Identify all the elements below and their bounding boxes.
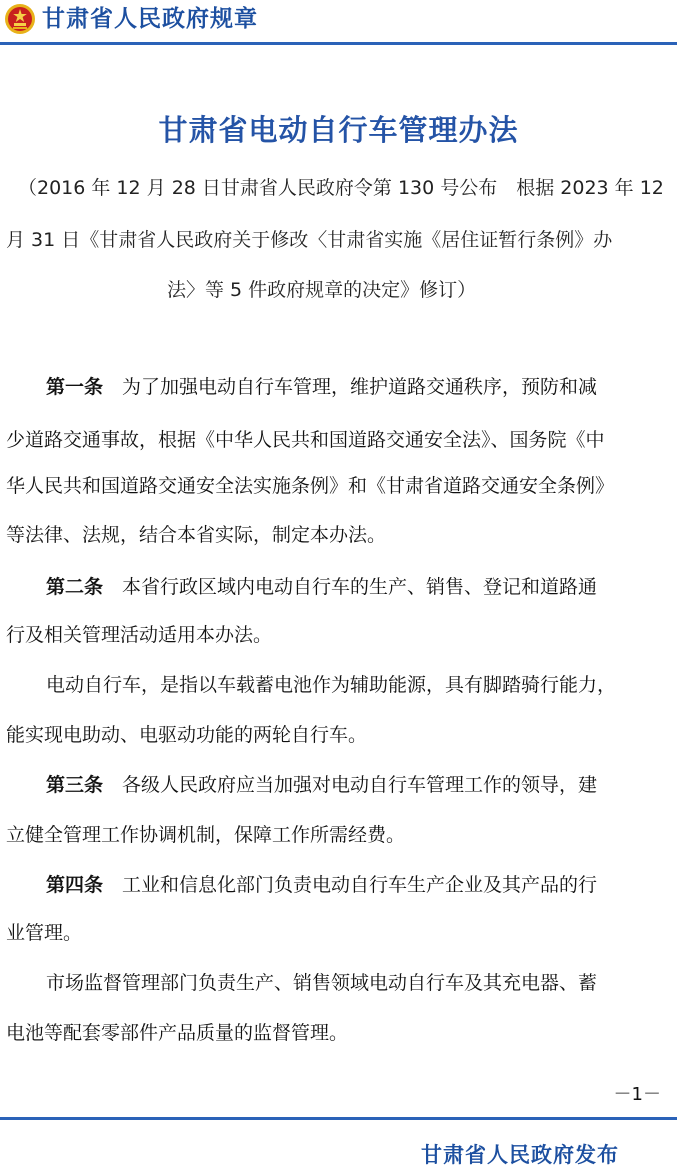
revision-note-line: 月 31 日《甘肃省人民政府关于修改〈甘肃省实施《居住证暂行条例》办 [6, 229, 613, 251]
revision-note-line: （2016 年 12 月 28 日甘肃省人民政府令第 130 号公布 根据 2023 年 12 [18, 177, 664, 199]
article-2-line: 第二条 本省行政区域内电动自行车的生产、销售、登记和道路通 [46, 576, 598, 598]
article-4-line: 业管理。 [6, 922, 83, 944]
revision-note-line: 法〉等 5 件政府规章的决定》修订） [167, 279, 477, 301]
footer-divider [0, 1117, 677, 1120]
header-divider [0, 42, 677, 45]
article-3-line: 立健全管理工作协调机制，保障工作所需经费。 [6, 824, 406, 846]
article-3-label: 第三条 [46, 774, 104, 796]
national-emblem-icon [4, 3, 36, 35]
article-4-label: 第四条 [46, 874, 104, 896]
article-2-label: 第二条 [46, 576, 104, 598]
article-2-line: 行及相关管理活动适用本办法。 [6, 624, 273, 646]
header-bar [0, 0, 677, 40]
page-number: －1－ [613, 1084, 661, 1105]
article-3-line: 第三条 各级人民政府应当加强对电动自行车管理工作的领导，建 [46, 774, 598, 796]
article-2-line: 电动自行车，是指以车载蓄电池作为辅助能源，具有脚踏骑行能力， [46, 674, 617, 696]
article-1-line: 少道路交通事故，根据《中华人民共和国道路交通安全法》、国务院《中 [6, 429, 605, 451]
header-title: 甘肃省人民政府规章 [42, 6, 258, 32]
article-4-line: 市场监督管理部门负责生产、销售领域电动自行车及其充电器、蓄 [46, 972, 598, 994]
article-4-line: 第四条 工业和信息化部门负责电动自行车生产企业及其产品的行 [46, 874, 598, 896]
document-title: 甘肃省电动自行车管理办法 [158, 113, 519, 147]
article-1-line: 华人民共和国道路交通安全法实施条例》和《甘肃省道路交通安全条例》 [6, 475, 615, 497]
article-4-line: 电池等配套零部件产品质量的监督管理。 [6, 1022, 349, 1044]
footer-publisher: 甘肃省人民政府发布 [421, 1143, 619, 1167]
article-2-line: 能实现电助动、电驱动功能的两轮自行车。 [6, 724, 368, 746]
article-1-line: 第一条 为了加强电动自行车管理，维护道路交通秩序，预防和减 [46, 376, 598, 398]
article-1-label: 第一条 [46, 376, 104, 398]
article-1-line: 等法律、法规，结合本省实际，制定本办法。 [6, 524, 387, 546]
